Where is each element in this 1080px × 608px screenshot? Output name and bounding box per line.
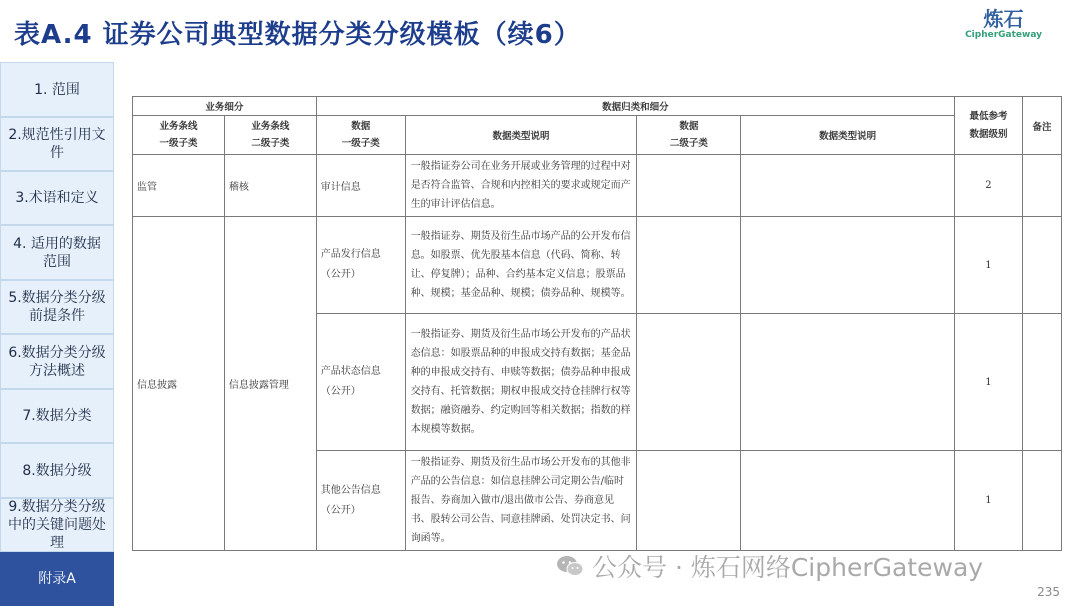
cell-desc2: [741, 155, 955, 217]
sidebar-item-terms[interactable]: 3.术语和定义: [0, 171, 114, 225]
header-data-level2: 数据 二级子类: [637, 116, 741, 155]
cell-level: 1: [955, 314, 1023, 451]
classification-table: [132, 96, 1062, 551]
page-number: 235: [1037, 585, 1060, 599]
logo-main-text: 炼石: [983, 7, 1024, 31]
cell-desc2: [741, 217, 955, 314]
table-row: [133, 155, 1062, 217]
sidebar-item-prerequisites[interactable]: 5.数据分类分级前提条件: [0, 280, 114, 334]
header-remark: 备注: [1022, 97, 1061, 155]
header-data-level1: 数据 一级子类: [316, 116, 405, 155]
cell-data1: 其他公告信息（公开）: [316, 451, 405, 551]
sidebar-item-data-classification[interactable]: 7.数据分类: [0, 389, 114, 443]
cell-desc: 一般指证券、期货及衍生品市场公开发布的产品状态信息：如股票品种的申报成交持有数据；基金品种的申报成交持有、申赎等数据；债券品种申报成交持有、托管数据；期权申报成交持仓挂牌行权等数据；融资融券、约定购回等相关数据；指数的样本规模等数据。: [405, 314, 637, 451]
sidebar-item-data-grading[interactable]: 8.数据分级: [0, 443, 114, 498]
cell-line1: 信息披露: [133, 217, 225, 551]
wechat-watermark: [556, 548, 983, 584]
sidebar-item-normative-references[interactable]: 2.规范性引用文件: [0, 117, 114, 171]
header-data-classification: 数据归类和细分: [316, 97, 954, 116]
cell-line1: 监管: [133, 155, 225, 217]
company-logo: [965, 8, 1042, 40]
sidebar-item-scope[interactable]: 1. 范围: [0, 62, 114, 117]
cell-level: 2: [955, 155, 1023, 217]
cell-desc2: [741, 451, 955, 551]
header-line-level2: 业务条线 二级子类: [224, 116, 316, 155]
cell-line2: 稽核: [224, 155, 316, 217]
cell-level: 1: [955, 451, 1023, 551]
cell-desc: 一般指证券、期货及衍生品市场产品的公开发布信息。如股票、优先股基本信息（代码、简称、转让、停复牌）；品种、合约基本定义信息；股票品种、规模；基金品种、规模；债券品种、规模等。: [405, 217, 637, 314]
cell-remark: [1022, 451, 1061, 551]
cell-remark: [1022, 155, 1061, 217]
watermark-text: 公众号 · 炼石网络CipherGateway: [592, 553, 984, 582]
cell-data2: [637, 314, 741, 451]
cell-level: 1: [955, 217, 1023, 314]
table-row: [133, 217, 1062, 314]
header-type-desc2: 数据类型说明: [741, 116, 955, 155]
cell-remark: [1022, 217, 1061, 314]
wechat-icon: [556, 555, 584, 577]
sidebar-item-method-overview[interactable]: 6.数据分类分级方法概述: [0, 334, 114, 389]
header-min-level: 最低参考 数据级别: [955, 97, 1023, 155]
cell-data1: 产品状态信息（公开）: [316, 314, 405, 451]
cell-desc: 一般指证券公司在业务开展或业务管理的过程中对是否符合监管、合规和内控相关的要求或规定而产生的审计评估信息。: [405, 155, 637, 217]
cell-desc: 一般指证券、期货及衍生品市场公开发布的其他非产品的公告信息：如信息挂牌公司定期公告/临时报告、券商加入做市/退出做市公告、券商意见书、股转公司公告、同意挂牌函、处罚决定书、问询函等。: [405, 451, 637, 551]
cell-data2: [637, 155, 741, 217]
cell-data2: [637, 217, 741, 314]
header-type-desc1: 数据类型说明: [405, 116, 637, 155]
header-business-breakdown: 业务细分: [133, 97, 317, 116]
cell-desc2: [741, 314, 955, 451]
cell-line2: 信息披露管理: [224, 217, 316, 551]
cell-data1: 产品发行信息（公开）: [316, 217, 405, 314]
header-line-level1: 业务条线 一级子类: [133, 116, 225, 155]
sidebar-item-appendix-a[interactable]: 附录A: [0, 552, 114, 606]
page-title: 表A.4 证券公司典型数据分类分级模板（续6）: [14, 20, 581, 50]
cell-data2: [637, 451, 741, 551]
cell-remark: [1022, 314, 1061, 451]
logo-sub-text: CipherGateway: [965, 30, 1042, 40]
cell-data1: 审计信息: [316, 155, 405, 217]
sidebar-item-applicable-scope[interactable]: 4. 适用的数据范围: [0, 225, 114, 280]
sidebar-item-key-issues[interactable]: 9.数据分类分级中的关键问题处理: [0, 498, 114, 552]
sidebar-nav: [0, 62, 116, 608]
